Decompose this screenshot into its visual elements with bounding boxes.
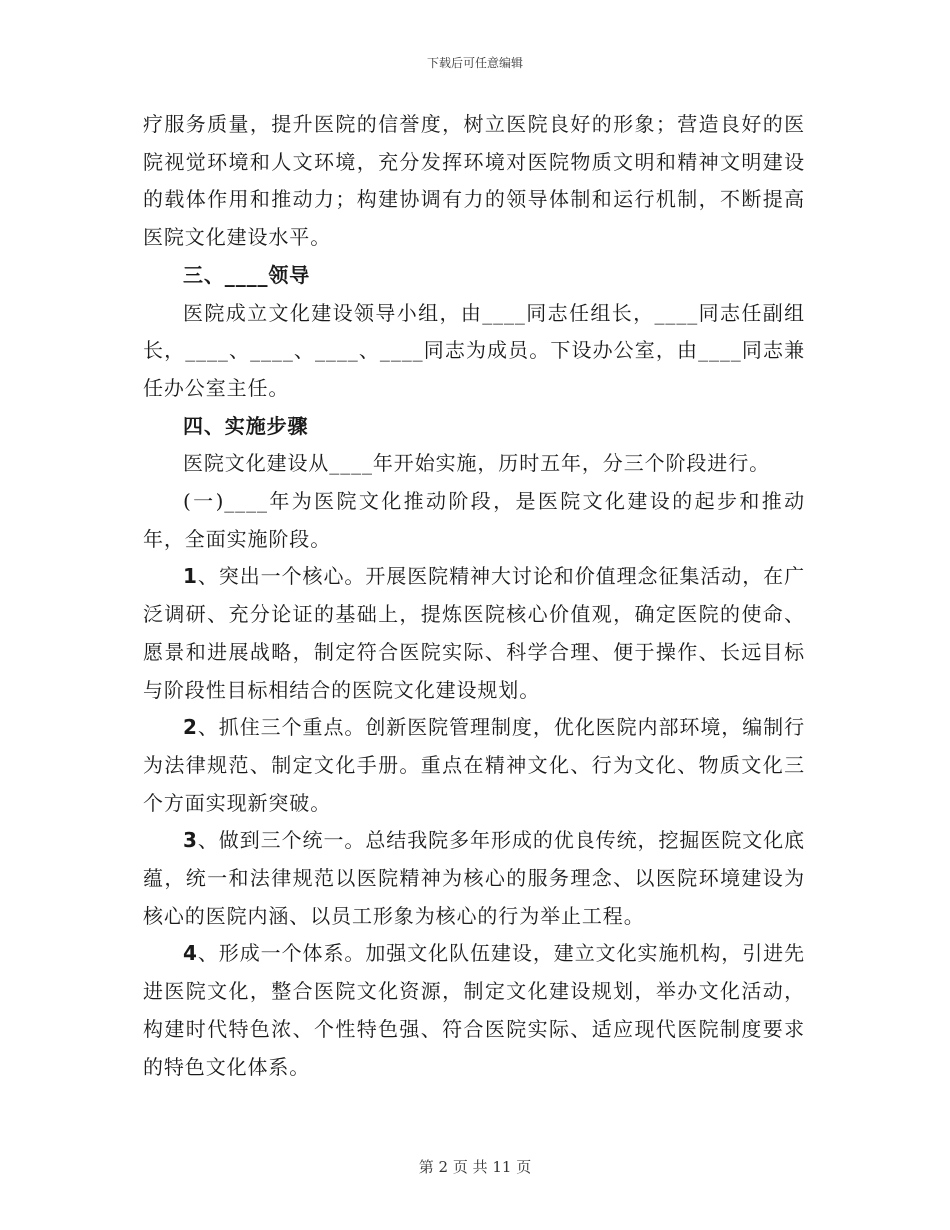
item-number: 1 <box>183 564 198 589</box>
paragraph-steps-intro: 医院文化建设从____年开始实施，历时五年，分三个阶段进行。 <box>183 451 770 476</box>
section-heading-steps: 四、实施步骤 <box>183 413 309 438</box>
paragraph-item-2 <box>143 709 805 822</box>
page-footer: 第 2 页 共 11 页 <box>418 1158 532 1176</box>
item-text: 、抓住三个重点。创新医院管理制度，优化医院内部环境，编制行为法律规范、制定文化手册。重点在精神文化、行为文化、物质文化三个方面实现新突破。 <box>143 715 805 815</box>
section-heading-leadership: 三、____领导 <box>183 262 311 287</box>
item-number: 4 <box>183 941 198 966</box>
paragraph-phase-one: (一)____年为医院文化推动阶段，是医院文化建设的起步和推动年，全面实施阶段。 <box>143 489 805 551</box>
item-text: 、做到三个统一。总结我院多年形成的优良传统，挖掘医院文化底蕴，统一和法律规范以医院精神为核心的服务理念、以医院环境建设为核心的医院内涵、以员工形象为核心的行为举止工程。 <box>143 828 805 928</box>
paragraph-continued: 疗服务质量，提升医院的信誉度，树立医院良好的形象；营造良好的医院视觉环境和人文环境，充分发挥环境对医院物质文明和精神文明建设的载体作用和推动力；构建协调有力的领导体制和运行机制，不断提高医院文化建设水平。 <box>143 112 805 250</box>
item-number: 2 <box>183 715 198 740</box>
paragraph-item-1 <box>143 558 805 709</box>
item-number: 3 <box>183 828 198 853</box>
item-text: 、形成一个体系。加强文化队伍建设，建立文化实施机构，引进先进医院文化，整合医院文化资源，制定文化建设规划，举办文化活动，构建时代特色浓、个性特色强、符合医院实际、适应现代医院制度要求的特色文化体系。 <box>143 941 805 1079</box>
document-body <box>143 106 805 1086</box>
paragraph-item-4 <box>143 935 805 1086</box>
paragraph-leadership: 医院成立文化建设领导小组，由____同志任组长，____同志任副组长，____、____、____、____同志为成员。下设办公室，由____同志兼任办公室主任。 <box>143 300 805 400</box>
page-header: 下载后可任意编辑 <box>426 56 523 70</box>
item-text: 、突出一个核心。开展医院精神大讨论和价值理念征集活动，在广泛调研、充分论证的基础上，提炼医院核心价值观，确定医院的使命、愿景和进展战略，制定符合医院实际、科学合理、便于操作、长远目标与阶段性目标相结合的医院文化建设规划。 <box>143 564 805 702</box>
paragraph-item-3 <box>143 822 805 935</box>
